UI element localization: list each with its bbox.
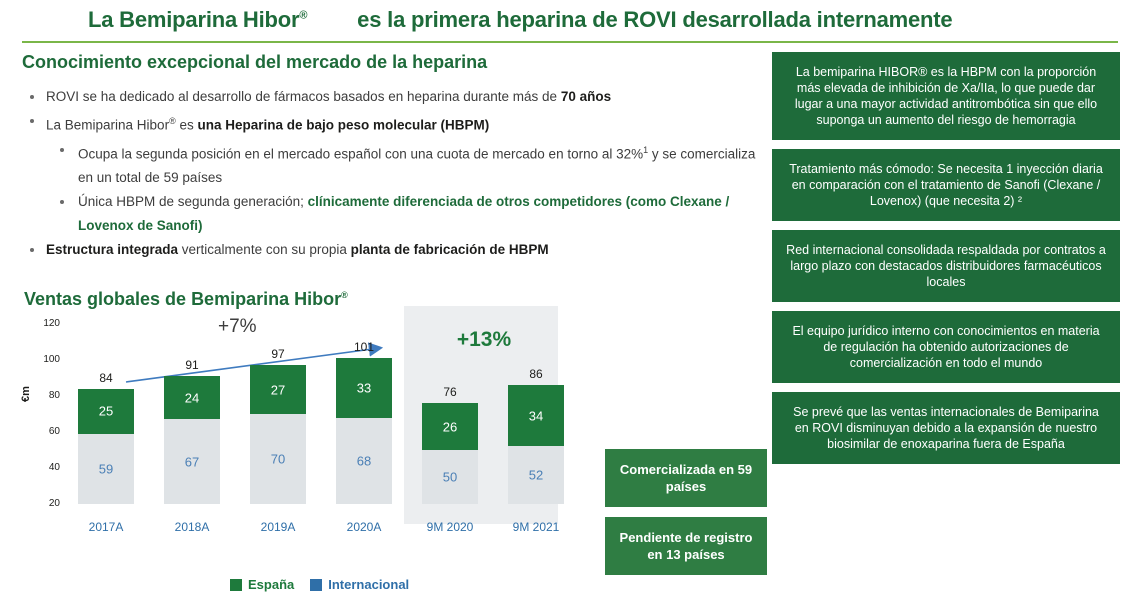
bar-segment-internacional [422, 450, 478, 504]
y-axis-tick: 20 [48, 498, 60, 509]
y-axis-tick: 80 [48, 390, 60, 401]
bar-total-label: 76 [443, 385, 457, 400]
side-callout-boxes [605, 449, 767, 585]
bar-value-espana: 34 [528, 408, 544, 424]
callout-box: Pendiente de registro en 13 países [605, 517, 767, 575]
x-axis-label: 9M 2020 [426, 520, 474, 534]
bullet-item [22, 85, 762, 109]
bullet-text: ROVI se ha dedicado al desarrollo de fármacos basados en heparina durante más de [46, 89, 561, 104]
highlight-box: Red internacional consolidada respaldada por contratos a largo plazo con destacados distribuidores farmacéuticos locales [772, 230, 1120, 302]
bar-value-espana: 27 [270, 382, 286, 398]
bar-total-label: 84 [99, 370, 113, 385]
bar-value-espana: 25 [98, 403, 114, 419]
bar-total-label: 91 [185, 358, 199, 373]
bullet-text: Única HBPM de segunda generación; [78, 194, 308, 209]
legend-item-internacional [310, 577, 409, 592]
growth-annotation-7: +7% [218, 316, 257, 337]
registered-mark-icon: ® [299, 9, 308, 22]
bar-value-espana: 33 [356, 380, 372, 396]
bullet-text: Ocupa la segunda posición en el mercado español con una cuota de mercado en torno al 32% [78, 146, 644, 161]
bar-segment-internacional [164, 419, 220, 504]
bar-group [508, 324, 564, 504]
bar-segment-internacional [250, 414, 306, 504]
x-axis-label: 9M 2021 [512, 520, 560, 534]
y-axis-label: €m [20, 386, 32, 402]
legend-label-espana: España [248, 577, 295, 592]
right-column [772, 52, 1120, 473]
bullet-item [22, 109, 762, 138]
bar-group [422, 324, 478, 504]
sales-bar-chart [20, 316, 622, 554]
bar-segment-espana [508, 385, 564, 446]
title-divider [22, 41, 1118, 43]
chart-section [22, 289, 762, 599]
bar-segment-espana [78, 389, 134, 434]
highlight-box: Se prevé que las ventas internacionales de Bemiparina en ROVI disminuyan debido a la expansión de nuestro biosimilar de enoxaparina fuera de España [772, 392, 1120, 464]
highlight-box: El equipo jurídico interno con conocimientos en materia de regulación ha obtenido autorizaciones de comercialización en todo el mundo [772, 311, 1120, 383]
bar-segment-espana [336, 358, 392, 417]
bullet-text: clínicamente diferenciada de otros competidores (como Clexane / Lovenox de Sanofi) [78, 194, 730, 233]
bar-group [336, 324, 392, 504]
market-bullet-list [22, 85, 762, 262]
bullet-text: Estructura integrada [46, 242, 179, 257]
bar-segment-espana [250, 365, 306, 414]
bar-value-espana: 26 [442, 419, 458, 435]
callout-box: Comercializada en 59 países [605, 449, 767, 507]
bullet-text: es [175, 117, 198, 133]
bar-total-label: 97 [271, 347, 285, 362]
bar-segment-internacional [336, 418, 392, 504]
bar-value-internacional: 52 [528, 467, 544, 483]
page-title [0, 0, 1140, 40]
bar-value-internacional: 67 [184, 454, 200, 470]
page-title-text-cont: es la primera heparina de ROVI desarrollada internamente [351, 7, 953, 32]
bullet-item [22, 138, 762, 191]
chart-heading: Ventas globales de Bemiparina Hibor® [24, 289, 348, 309]
bar-total-label: 101 [353, 340, 375, 355]
highlight-box: La bemiparina HIBOR® es la HBPM con la proporción más elevada de inhibición de Xa/IIa, lo que puede dar lugar a una mayor actividad antitrombótica sin que ello suponga un aumento del riesgo de hemorragia [772, 52, 1120, 140]
y-axis-tick: 40 [48, 462, 60, 473]
bullet-item [22, 190, 762, 238]
x-axis-label: 2018A [174, 520, 210, 534]
x-axis-label: 2019A [260, 520, 296, 534]
bar-group [78, 324, 134, 504]
bar-segment-internacional [508, 446, 564, 504]
bar-group [250, 324, 306, 504]
bar-value-internacional: 68 [356, 453, 372, 469]
bar-segment-espana [164, 376, 220, 419]
legend-item-espana [230, 577, 294, 592]
growth-annotation-13: +13% [456, 328, 512, 351]
bar-value-internacional: 59 [98, 461, 114, 477]
bullet-text: planta de fabricación de HBPM [350, 242, 549, 257]
y-axis-tick: 120 [43, 318, 60, 329]
bullet-text: una Heparina de bajo peso molecular (HBPM) [197, 117, 490, 133]
y-axis-tick: 100 [43, 354, 60, 365]
registered-mark-icon: ® [341, 290, 348, 300]
bar-group [164, 324, 220, 504]
bar-segment-internacional [78, 434, 134, 504]
bar-value-internacional: 70 [270, 451, 286, 467]
legend-swatch-icon [310, 579, 322, 591]
highlight-box: Tratamiento más cómodo: Se necesita 1 inyección diaria en comparación con el tratamiento de Sanofi (Clexane / Lovenox) (que necesita 2) ² [772, 149, 1120, 221]
left-column [20, 52, 762, 592]
bullet-text: La Bemiparina Hibor [46, 117, 170, 133]
x-axis-label: 2017A [88, 520, 124, 534]
legend-swatch-icon [230, 579, 242, 591]
bullet-text: ® [169, 116, 176, 126]
bullet-item [22, 238, 762, 262]
bar-segment-espana [422, 403, 478, 450]
bullet-text: verticalmente con su propia [178, 242, 351, 257]
chart-legend [230, 577, 409, 592]
page-title-text: La Bemiparina Hibor [88, 7, 300, 32]
bullet-text: y se comercializa en un total de 59 países [78, 146, 756, 185]
x-axis-label: 2020A [346, 520, 382, 534]
bullet-text: 1 [643, 144, 649, 155]
bar-total-label: 86 [529, 367, 543, 382]
section-heading-market: Conocimiento excepcional del mercado de la heparina [22, 52, 488, 72]
bar-value-internacional: 50 [442, 469, 458, 485]
y-axis-tick: 60 [48, 426, 60, 437]
y-axis [20, 318, 62, 509]
bar-value-espana: 24 [184, 390, 200, 406]
bullet-text: 70 años [560, 89, 612, 104]
legend-label-internacional: Internacional [328, 577, 410, 592]
